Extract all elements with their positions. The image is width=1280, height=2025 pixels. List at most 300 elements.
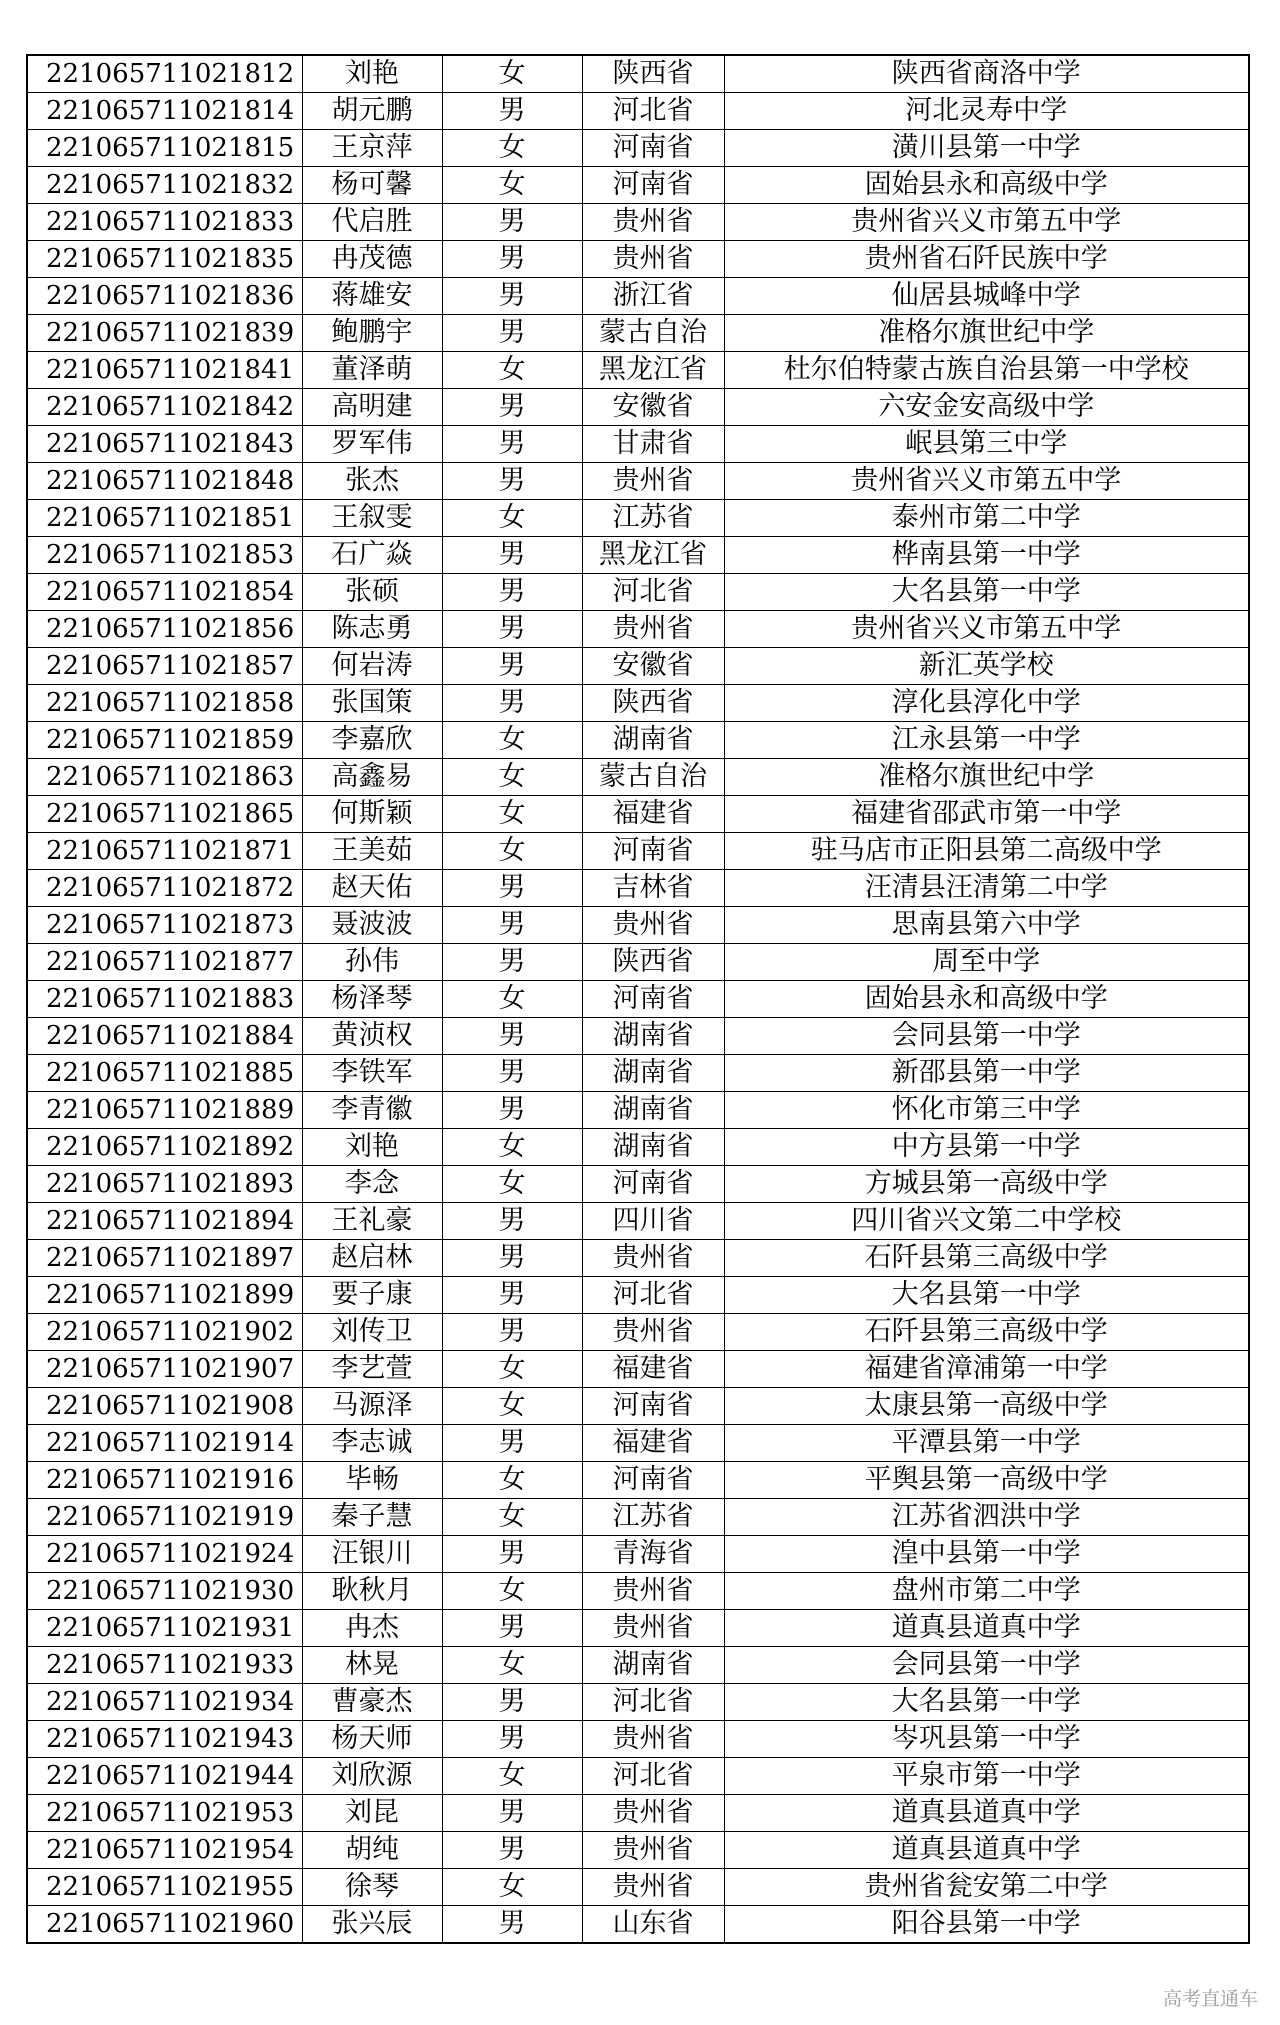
table-row [27,1388,1249,1425]
table-row [27,685,1249,722]
school-cell: 准格尔旗世纪中学 [724,759,1249,796]
gender-cell: 女 [442,352,582,389]
student-id-cell: 221065711021865 [27,796,302,833]
table-row [27,1795,1249,1832]
student-id-cell: 221065711021889 [27,1092,302,1129]
province-cell: 陕西省 [582,944,724,981]
province-cell: 贵州省 [582,1869,724,1906]
student-id-cell: 221065711021892 [27,1129,302,1166]
school-cell: 阳谷县第一中学 [724,1906,1249,1944]
school-cell: 怀化市第三中学 [724,1092,1249,1129]
student-id-cell: 221065711021857 [27,648,302,685]
province-cell: 浙江省 [582,278,724,315]
gender-cell: 男 [442,1055,582,1092]
student-name-cell: 李嘉欣 [302,722,442,759]
gender-cell: 女 [442,722,582,759]
watermark-text: 高考直通车 [1162,1988,1258,2010]
student-id-cell: 221065711021899 [27,1277,302,1314]
student-id-cell: 221065711021854 [27,574,302,611]
school-cell: 四川省兴文第二中学校 [724,1203,1249,1240]
gender-cell: 男 [442,1610,582,1647]
table-row [27,574,1249,611]
student-name-cell: 聂波波 [302,907,442,944]
table-row [27,352,1249,389]
table-row [27,1869,1249,1906]
student-id-cell: 221065711021960 [27,1906,302,1944]
gender-cell: 男 [442,278,582,315]
school-cell: 道真县道真中学 [724,1795,1249,1832]
student-id-cell: 221065711021954 [27,1832,302,1869]
school-cell: 仙居县城峰中学 [724,278,1249,315]
table-row [27,722,1249,759]
gender-cell: 男 [442,870,582,907]
school-cell: 平泉市第一中学 [724,1758,1249,1795]
province-cell: 贵州省 [582,204,724,241]
student-id-cell: 221065711021924 [27,1536,302,1573]
school-cell: 新汇英学校 [724,648,1249,685]
gender-cell: 男 [442,685,582,722]
student-id-cell: 221065711021916 [27,1462,302,1499]
province-cell: 河南省 [582,1388,724,1425]
student-id-cell: 221065711021883 [27,981,302,1018]
province-cell: 山东省 [582,1906,724,1944]
student-id-cell: 221065711021853 [27,537,302,574]
student-name-cell: 高明建 [302,389,442,426]
student-id-cell: 221065711021919 [27,1499,302,1536]
student-name-cell: 李艺萱 [302,1351,442,1388]
gender-cell: 男 [442,1684,582,1721]
roster-table [26,54,1250,1944]
province-cell: 河北省 [582,1684,724,1721]
school-cell: 石阡县第三高级中学 [724,1314,1249,1351]
student-id-cell: 221065711021877 [27,944,302,981]
school-cell: 道真县道真中学 [724,1832,1249,1869]
gender-cell: 男 [442,426,582,463]
province-cell: 陕西省 [582,685,724,722]
student-name-cell: 胡纯 [302,1832,442,1869]
school-cell: 岷县第三中学 [724,426,1249,463]
student-id-cell: 221065711021839 [27,315,302,352]
gender-cell: 男 [442,463,582,500]
province-cell: 贵州省 [582,463,724,500]
student-id-cell: 221065711021885 [27,1055,302,1092]
student-name-cell: 王礼豪 [302,1203,442,1240]
student-id-cell: 221065711021814 [27,93,302,130]
student-name-cell: 刘欣源 [302,1758,442,1795]
student-id-cell: 221065711021934 [27,1684,302,1721]
province-cell: 湖南省 [582,1092,724,1129]
province-cell: 安徽省 [582,389,724,426]
table-row [27,1203,1249,1240]
province-cell: 湖南省 [582,722,724,759]
student-name-cell: 王京萍 [302,130,442,167]
gender-cell: 男 [442,241,582,278]
student-id-cell: 221065711021894 [27,1203,302,1240]
student-id-cell: 221065711021893 [27,1166,302,1203]
student-name-cell: 曹豪杰 [302,1684,442,1721]
gender-cell: 男 [442,1240,582,1277]
student-name-cell: 李青徽 [302,1092,442,1129]
student-id-cell: 221065711021914 [27,1425,302,1462]
student-id-cell: 221065711021851 [27,500,302,537]
table-row [27,1314,1249,1351]
student-name-cell: 王叙雯 [302,500,442,537]
student-id-cell: 221065711021841 [27,352,302,389]
student-id-cell: 221065711021930 [27,1573,302,1610]
province-cell: 湖南省 [582,1018,724,1055]
table-row [27,907,1249,944]
school-cell: 贵州省兴义市第五中学 [724,204,1249,241]
table-row [27,1610,1249,1647]
table-row [27,1906,1249,1944]
table-row [27,389,1249,426]
table-row [27,463,1249,500]
student-name-cell: 要子康 [302,1277,442,1314]
school-cell: 泰州市第二中学 [724,500,1249,537]
student-name-cell: 赵启林 [302,1240,442,1277]
gender-cell: 女 [442,500,582,537]
table-row [27,648,1249,685]
table-row [27,1240,1249,1277]
school-cell: 陕西省商洛中学 [724,55,1249,93]
school-cell: 太康县第一高级中学 [724,1388,1249,1425]
table-row [27,1166,1249,1203]
student-id-cell: 221065711021872 [27,870,302,907]
gender-cell: 女 [442,1573,582,1610]
gender-cell: 女 [442,1462,582,1499]
province-cell: 贵州省 [582,1240,724,1277]
student-id-cell: 221065711021873 [27,907,302,944]
school-cell: 贵州省兴义市第五中学 [724,463,1249,500]
student-id-cell: 221065711021815 [27,130,302,167]
province-cell: 贵州省 [582,241,724,278]
table-row [27,241,1249,278]
school-cell: 桦南县第一中学 [724,537,1249,574]
table-row [27,1647,1249,1684]
gender-cell: 女 [442,1758,582,1795]
student-name-cell: 杨可馨 [302,167,442,204]
school-cell: 江永县第一中学 [724,722,1249,759]
student-name-cell: 代启胜 [302,204,442,241]
province-cell: 贵州省 [582,1832,724,1869]
province-cell: 河南省 [582,1462,724,1499]
student-name-cell: 张硕 [302,574,442,611]
student-name-cell: 刘昆 [302,1795,442,1832]
gender-cell: 男 [442,574,582,611]
student-name-cell: 赵天佑 [302,870,442,907]
table-row [27,870,1249,907]
province-cell: 贵州省 [582,611,724,648]
province-cell: 安徽省 [582,648,724,685]
province-cell: 福建省 [582,1351,724,1388]
student-name-cell: 林晃 [302,1647,442,1684]
school-cell: 平潭县第一中学 [724,1425,1249,1462]
school-cell: 福建省邵武市第一中学 [724,796,1249,833]
student-name-cell: 李念 [302,1166,442,1203]
student-name-cell: 张杰 [302,463,442,500]
province-cell: 黑龙江省 [582,352,724,389]
school-cell: 杜尔伯特蒙古族自治县第一中学校 [724,352,1249,389]
school-cell: 新邵县第一中学 [724,1055,1249,1092]
student-name-cell: 李铁军 [302,1055,442,1092]
student-name-cell: 冉茂德 [302,241,442,278]
table-row [27,1351,1249,1388]
gender-cell: 女 [442,167,582,204]
gender-cell: 男 [442,93,582,130]
province-cell: 贵州省 [582,1314,724,1351]
student-id-cell: 221065711021933 [27,1647,302,1684]
gender-cell: 女 [442,1869,582,1906]
student-id-cell: 221065711021931 [27,1610,302,1647]
student-name-cell: 刘传卫 [302,1314,442,1351]
table-row [27,426,1249,463]
school-cell: 大名县第一中学 [724,1684,1249,1721]
student-id-cell: 221065711021859 [27,722,302,759]
table-row [27,55,1249,93]
student-name-cell: 马源泽 [302,1388,442,1425]
student-id-cell: 221065711021858 [27,685,302,722]
table-row [27,833,1249,870]
school-cell: 江苏省泗洪中学 [724,1499,1249,1536]
gender-cell: 女 [442,1647,582,1684]
student-name-cell: 秦子慧 [302,1499,442,1536]
student-id-cell: 221065711021908 [27,1388,302,1425]
school-cell: 会同县第一中学 [724,1647,1249,1684]
table-row [27,130,1249,167]
gender-cell: 男 [442,1536,582,1573]
gender-cell: 女 [442,130,582,167]
school-cell: 河北灵寿中学 [724,93,1249,130]
school-cell: 石阡县第三高级中学 [724,1240,1249,1277]
student-name-cell: 高鑫易 [302,759,442,796]
gender-cell: 男 [442,1906,582,1944]
student-name-cell: 石广焱 [302,537,442,574]
table-row [27,1055,1249,1092]
table-row [27,167,1249,204]
school-cell: 贵州省石阡民族中学 [724,241,1249,278]
student-id-cell: 221065711021884 [27,1018,302,1055]
student-id-cell: 221065711021832 [27,167,302,204]
school-cell: 贵州省兴义市第五中学 [724,611,1249,648]
gender-cell: 女 [442,1129,582,1166]
school-cell: 周至中学 [724,944,1249,981]
gender-cell: 男 [442,1425,582,1462]
province-cell: 贵州省 [582,1610,724,1647]
student-id-cell: 221065711021848 [27,463,302,500]
student-name-cell: 蒋雄安 [302,278,442,315]
school-cell: 岑巩县第一中学 [724,1721,1249,1758]
student-name-cell: 王美茹 [302,833,442,870]
student-name-cell: 黄浈权 [302,1018,442,1055]
gender-cell: 女 [442,1351,582,1388]
gender-cell: 男 [442,1203,582,1240]
province-cell: 河南省 [582,167,724,204]
student-id-cell: 221065711021863 [27,759,302,796]
table-row [27,1573,1249,1610]
gender-cell: 女 [442,1388,582,1425]
province-cell: 吉林省 [582,870,724,907]
student-name-cell: 杨泽琴 [302,981,442,1018]
student-id-cell: 221065711021902 [27,1314,302,1351]
gender-cell: 男 [442,1721,582,1758]
province-cell: 河南省 [582,1166,724,1203]
province-cell: 河北省 [582,574,724,611]
school-cell: 福建省漳浦第一中学 [724,1351,1249,1388]
school-cell: 汪清县汪清第二中学 [724,870,1249,907]
table-row [27,93,1249,130]
gender-cell: 女 [442,759,582,796]
province-cell: 陕西省 [582,55,724,93]
province-cell: 蒙古自治 [582,759,724,796]
province-cell: 河北省 [582,1277,724,1314]
student-name-cell: 徐琴 [302,1869,442,1906]
table-row [27,611,1249,648]
gender-cell: 女 [442,981,582,1018]
gender-cell: 男 [442,1832,582,1869]
gender-cell: 男 [442,1795,582,1832]
student-name-cell: 李志诚 [302,1425,442,1462]
student-name-cell: 张国策 [302,685,442,722]
table-row [27,759,1249,796]
student-name-cell: 毕畅 [302,1462,442,1499]
gender-cell: 女 [442,1499,582,1536]
school-cell: 固始县永和高级中学 [724,981,1249,1018]
school-cell: 准格尔旗世纪中学 [724,315,1249,352]
school-cell: 六安金安高级中学 [724,389,1249,426]
roster-body [27,55,1249,1943]
province-cell: 甘肃省 [582,426,724,463]
table-row [27,1721,1249,1758]
table-row [27,1018,1249,1055]
province-cell: 江苏省 [582,1499,724,1536]
table-row [27,981,1249,1018]
gender-cell: 女 [442,833,582,870]
province-cell: 河南省 [582,833,724,870]
province-cell: 河南省 [582,981,724,1018]
student-id-cell: 221065711021955 [27,1869,302,1906]
student-id-cell: 221065711021953 [27,1795,302,1832]
student-name-cell: 刘艳 [302,1129,442,1166]
province-cell: 蒙古自治 [582,315,724,352]
gender-cell: 女 [442,55,582,93]
student-name-cell: 汪银川 [302,1536,442,1573]
table-row [27,796,1249,833]
province-cell: 河北省 [582,93,724,130]
school-cell: 固始县永和高级中学 [724,167,1249,204]
student-id-cell: 221065711021944 [27,1758,302,1795]
gender-cell: 男 [442,648,582,685]
table-row [27,315,1249,352]
student-name-cell: 何斯颖 [302,796,442,833]
student-name-cell: 刘艳 [302,55,442,93]
table-row [27,1536,1249,1573]
school-cell: 潢川县第一中学 [724,130,1249,167]
table-row [27,1425,1249,1462]
school-cell: 驻马店市正阳县第二高级中学 [724,833,1249,870]
gender-cell: 男 [442,204,582,241]
province-cell: 贵州省 [582,1795,724,1832]
student-id-cell: 221065711021897 [27,1240,302,1277]
school-cell: 大名县第一中学 [724,574,1249,611]
table-row [27,204,1249,241]
gender-cell: 男 [442,537,582,574]
province-cell: 黑龙江省 [582,537,724,574]
student-id-cell: 221065711021843 [27,426,302,463]
province-cell: 四川省 [582,1203,724,1240]
student-id-cell: 221065711021842 [27,389,302,426]
school-cell: 大名县第一中学 [724,1277,1249,1314]
student-name-cell: 陈志勇 [302,611,442,648]
province-cell: 贵州省 [582,1721,724,1758]
school-cell: 方城县第一高级中学 [724,1166,1249,1203]
student-id-cell: 221065711021943 [27,1721,302,1758]
province-cell: 青海省 [582,1536,724,1573]
province-cell: 河北省 [582,1758,724,1795]
gender-cell: 男 [442,944,582,981]
school-cell: 湟中县第一中学 [724,1536,1249,1573]
school-cell: 平舆县第一高级中学 [724,1462,1249,1499]
gender-cell: 男 [442,1314,582,1351]
table-row [27,1462,1249,1499]
student-name-cell: 杨天师 [302,1721,442,1758]
school-cell: 淳化县淳化中学 [724,685,1249,722]
gender-cell: 男 [442,1018,582,1055]
student-id-cell: 221065711021833 [27,204,302,241]
province-cell: 湖南省 [582,1129,724,1166]
province-cell: 湖南省 [582,1647,724,1684]
student-name-cell: 鲍鹏宇 [302,315,442,352]
gender-cell: 男 [442,1092,582,1129]
gender-cell: 女 [442,796,582,833]
school-cell: 会同县第一中学 [724,1018,1249,1055]
student-name-cell: 罗军伟 [302,426,442,463]
student-id-cell: 221065711021856 [27,611,302,648]
table-row [27,278,1249,315]
table-row [27,1499,1249,1536]
province-cell: 湖南省 [582,1055,724,1092]
table-row [27,1092,1249,1129]
student-id-cell: 221065711021836 [27,278,302,315]
table-row [27,537,1249,574]
gender-cell: 男 [442,315,582,352]
student-id-cell: 221065711021871 [27,833,302,870]
table-row [27,1684,1249,1721]
table-row [27,1832,1249,1869]
student-name-cell: 耿秋月 [302,1573,442,1610]
school-cell: 中方县第一中学 [724,1129,1249,1166]
table-row [27,1277,1249,1314]
student-id-cell: 221065711021835 [27,241,302,278]
province-cell: 福建省 [582,796,724,833]
gender-cell: 女 [442,1166,582,1203]
student-name-cell: 张兴辰 [302,1906,442,1944]
school-cell: 思南县第六中学 [724,907,1249,944]
province-cell: 贵州省 [582,907,724,944]
gender-cell: 男 [442,1277,582,1314]
province-cell: 河南省 [582,130,724,167]
student-name-cell: 孙伟 [302,944,442,981]
student-name-cell: 何岩涛 [302,648,442,685]
gender-cell: 男 [442,389,582,426]
student-name-cell: 冉杰 [302,1610,442,1647]
gender-cell: 男 [442,907,582,944]
school-cell: 道真县道真中学 [724,1610,1249,1647]
school-cell: 贵州省瓮安第二中学 [724,1869,1249,1906]
student-id-cell: 221065711021812 [27,55,302,93]
student-id-cell: 221065711021907 [27,1351,302,1388]
table-row [27,944,1249,981]
table-row [27,1758,1249,1795]
